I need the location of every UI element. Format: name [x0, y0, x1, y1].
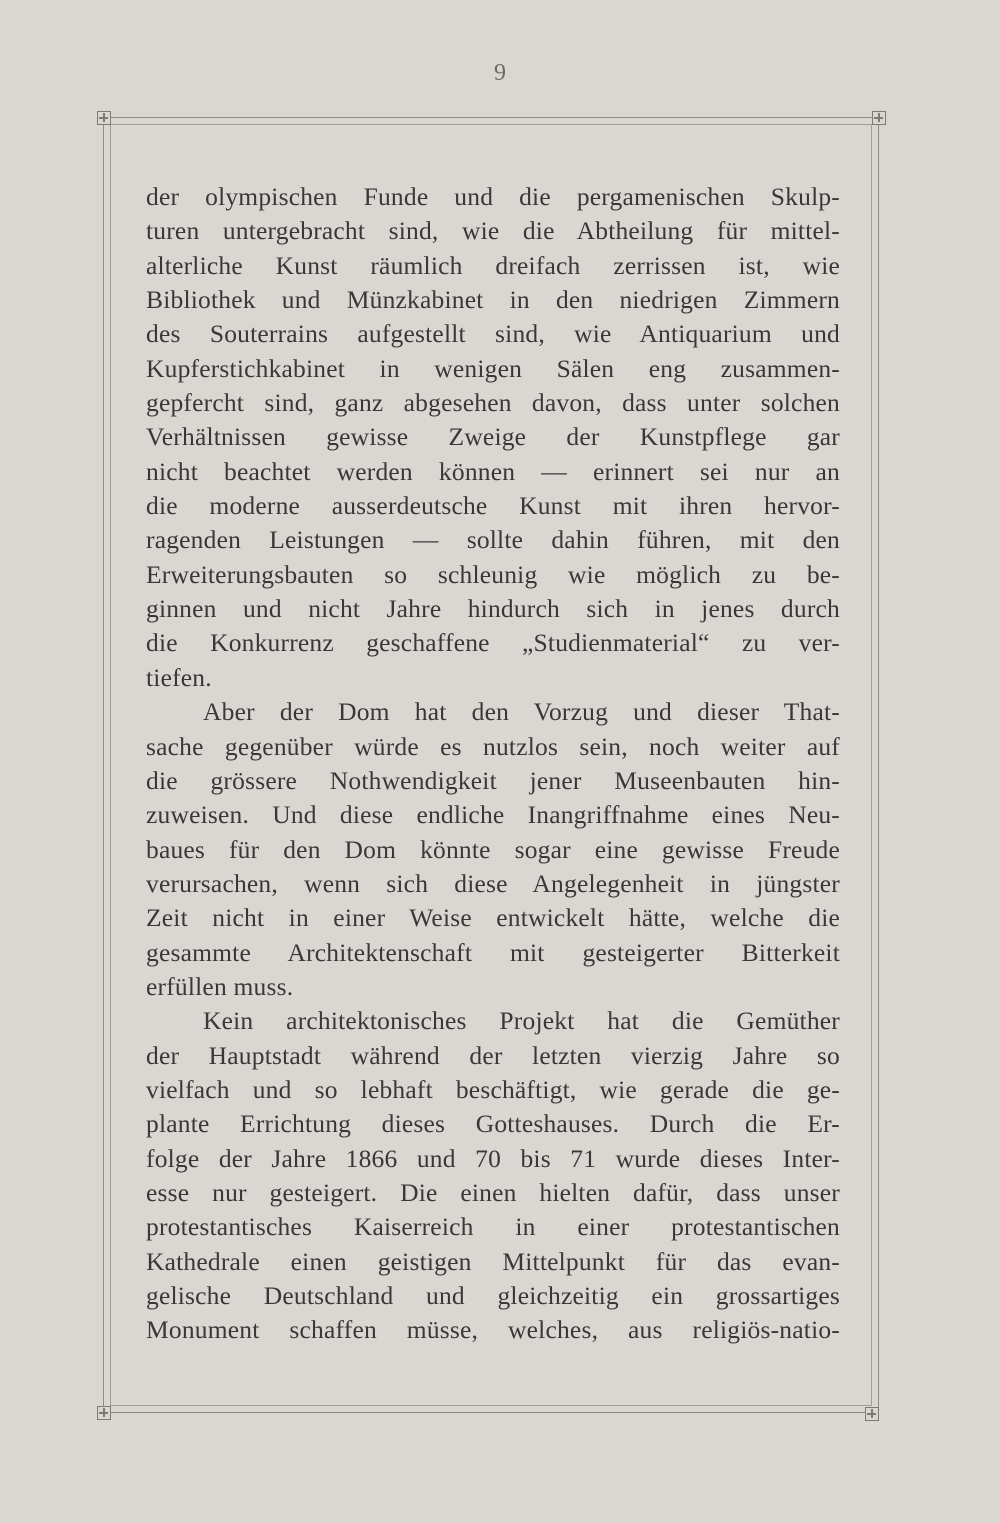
text-line: turen untergebracht sind, wie die Abtheilung für mittel- — [146, 216, 840, 246]
text-line: vielfach und so lebhaft beschäftigt, wie gerade die ge- — [146, 1074, 840, 1104]
text-line: alterliche Kunst räumlich dreifach zerrissen ist, wie — [146, 250, 840, 280]
text-line: Aber der Dom hat den Vorzug und dieser That- — [203, 697, 840, 727]
text-line: sache gegenüber würde es nutzlos sein, noch weiter auf — [146, 731, 840, 761]
text-line: zuweisen. Und diese endliche Inangriffnahme eines Neu- — [146, 800, 840, 830]
text-line: Kathedrale einen geistigen Mittelpunkt für das evan- — [146, 1246, 840, 1276]
text-line: verursachen, wenn sich diese Angelegenheit in jüngster — [146, 868, 840, 898]
corner-ornament-icon — [865, 1407, 879, 1421]
text-line: esse nur gesteigert. Die einen hielten dafür, dass unser — [146, 1177, 840, 1207]
text-line: Kupferstichkabinet in wenigen Sälen eng zusammen- — [146, 353, 840, 383]
text-line: ginnen und nicht Jahre hindurch sich in jenes durch — [146, 594, 840, 624]
text-line: Zeit nicht in einer Weise entwickelt hätte, welche die — [146, 903, 840, 933]
corner-ornament-icon — [97, 1406, 111, 1420]
body-text — [146, 180, 840, 1348]
text-line: folge der Jahre 1866 und 70 bis 71 wurde dieses Inter- — [146, 1143, 840, 1173]
text-line: gelische Deutschland und gleichzeitig ein grossartiges — [146, 1281, 840, 1310]
text-line: Erweiterungsbauten so schleunig wie möglich zu be- — [146, 559, 840, 589]
text-line: Kein architektonisches Projekt hat die Gemüther — [203, 1006, 840, 1036]
corner-ornament-icon — [97, 111, 111, 125]
text-line: protestantisches Kaiserreich in einer protestantischen — [146, 1212, 840, 1242]
text-line: der olympischen Funde und die pergamenischen Skulp- — [146, 182, 840, 211]
text-line: der Hauptstadt während der letzten vierzig Jahre so — [146, 1040, 840, 1070]
page-number: 9 — [494, 60, 506, 86]
text-line: baues für den Dom könnte sogar eine gewisse Freude — [146, 834, 840, 864]
text-line: Monument schaffen müsse, welches, aus religiös-natio- — [146, 1315, 840, 1345]
text-line: Bibliothek und Münzkabinet in den niedrigen Zimmern — [146, 285, 840, 315]
text-line: Verhältnissen gewisse Zweige der Kunstpflege gar — [146, 422, 840, 452]
text-line: die Konkurrenz geschaffene „Studienmaterial“ zu ver- — [146, 628, 840, 658]
text-line: ragenden Leistungen — sollte dahin führen, mit den — [146, 525, 840, 555]
text-line: die moderne ausserdeutsche Kunst mit ihren hervor- — [146, 491, 840, 521]
text-line: nicht beachtet werden können — erinnert sei nur an — [146, 456, 840, 486]
corner-ornament-icon — [872, 111, 886, 125]
text-line: plante Errichtung dieses Gotteshauses. Durch die Er- — [146, 1109, 840, 1139]
text-line: gepfercht sind, ganz abgesehen davon, dass unter solchen — [146, 388, 840, 418]
text-line: die grössere Nothwendigkeit jener Museenbauten hin- — [146, 765, 840, 795]
text-line: erfüllen muss. — [146, 971, 294, 1001]
text-line: gesammte Architektenschaft mit gesteigerter Bitterkeit — [146, 937, 840, 967]
text-line: tiefen. — [146, 662, 212, 692]
text-line: des Souterrains aufgestellt sind, wie Antiquarium und — [146, 319, 840, 349]
